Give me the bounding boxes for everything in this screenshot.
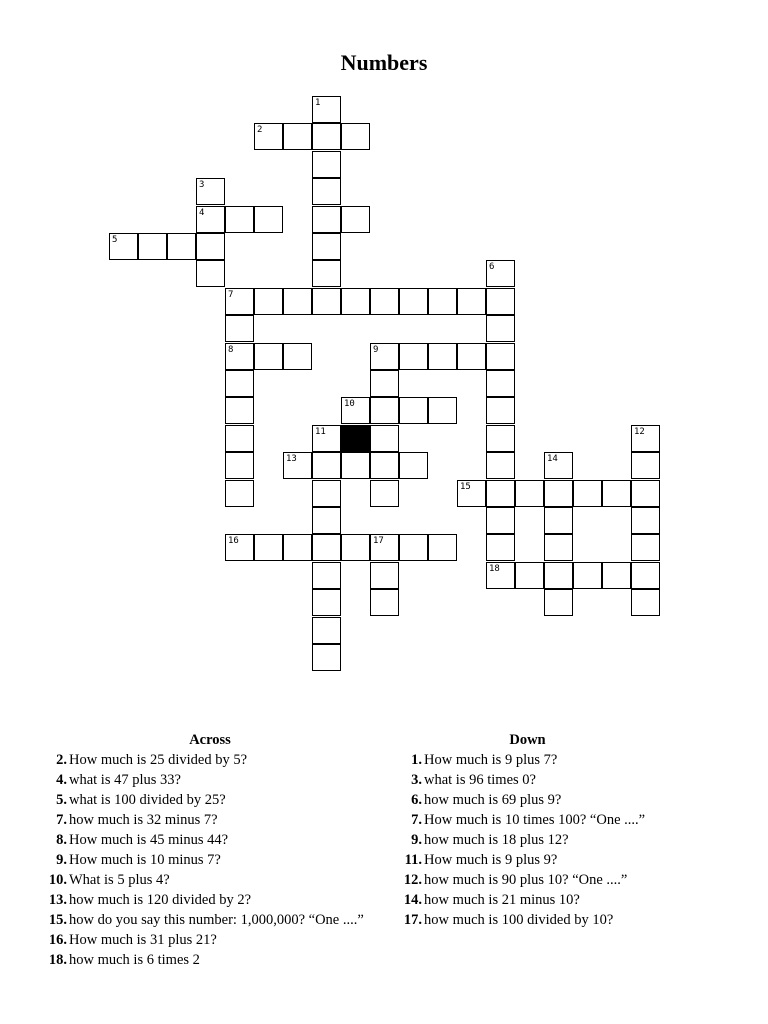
clue-number-label: 6.	[411, 792, 422, 808]
grid-cell[interactable]	[370, 480, 399, 507]
clue-number-label: 12.	[403, 872, 422, 888]
grid-cell[interactable]	[283, 452, 312, 479]
clue-number: 2	[257, 125, 263, 136]
grid-cell[interactable]	[254, 206, 283, 233]
grid-cell[interactable]	[196, 260, 225, 287]
grid-cell[interactable]	[138, 233, 167, 260]
down-clue	[395, 810, 735, 830]
clue-number-label: 2.	[56, 752, 67, 768]
grid-cell[interactable]	[196, 178, 225, 205]
clue-number: 14	[547, 454, 558, 465]
clue-number-label: 14.	[403, 892, 422, 908]
grid-cell[interactable]	[225, 480, 254, 507]
down-clue	[395, 870, 735, 890]
grid-cell[interactable]	[341, 534, 370, 561]
grid-cell[interactable]	[457, 480, 486, 507]
grid-cell[interactable]	[399, 288, 428, 315]
clue-text: How much is 31 plus 21?	[69, 932, 217, 948]
grid-cell[interactable]	[370, 343, 399, 370]
clue-number: 4	[199, 207, 205, 218]
down-clue	[395, 850, 735, 870]
down-clue-list	[395, 750, 735, 930]
grid-cell[interactable]	[283, 288, 312, 315]
across-clue	[40, 930, 370, 950]
grid-cell[interactable]	[573, 562, 602, 589]
grid-cell[interactable]	[486, 315, 515, 342]
clue-text: how much is 21 minus 10?	[424, 892, 580, 908]
down-clue	[395, 910, 735, 930]
grid-cell[interactable]	[225, 397, 254, 424]
grid-cell[interactable]	[370, 370, 399, 397]
clue-number-label: 10.	[48, 872, 67, 888]
grid-cell[interactable]	[544, 562, 573, 589]
grid-cell[interactable]	[486, 507, 515, 534]
grid-cell[interactable]	[312, 617, 341, 644]
clue-text: how much is 100 divided by 10?	[424, 912, 614, 928]
grid-cell[interactable]	[312, 206, 341, 233]
grid-cell[interactable]	[631, 562, 660, 589]
grid-cell[interactable]	[631, 589, 660, 616]
clue-number-label: 9.	[411, 832, 422, 848]
grid-cell[interactable]	[254, 343, 283, 370]
grid-cell[interactable]	[341, 397, 370, 424]
clue-text: how do you say this number: 1,000,000? “One ....”	[69, 912, 364, 928]
grid-cell[interactable]	[428, 534, 457, 561]
grid-cell[interactable]	[631, 534, 660, 561]
grid-cell[interactable]	[544, 452, 573, 479]
grid-cell[interactable]	[370, 425, 399, 452]
clue-number: 11	[315, 426, 326, 437]
grid-cell[interactable]	[109, 233, 138, 260]
grid-cell[interactable]	[544, 534, 573, 561]
grid-cell[interactable]	[428, 397, 457, 424]
clue-text: what is 100 divided by 25?	[69, 792, 226, 808]
grid-cell[interactable]	[457, 343, 486, 370]
clue-text: what is 96 times 0?	[424, 772, 536, 788]
grid-cell[interactable]	[312, 260, 341, 287]
grid-cell[interactable]	[631, 507, 660, 534]
grid-cell[interactable]	[399, 534, 428, 561]
clue-number: 15	[460, 481, 471, 492]
clue-text: how much is 6 times 2	[69, 952, 200, 968]
clue-number: 8	[228, 344, 234, 355]
grid-cell[interactable]	[631, 452, 660, 479]
grid-cell[interactable]	[283, 534, 312, 561]
clue-number-label: 4.	[56, 772, 67, 788]
across-clue	[40, 810, 370, 830]
grid-cell[interactable]	[573, 480, 602, 507]
clue-number-label: 7.	[411, 812, 422, 828]
clue-number-label: 18.	[48, 952, 67, 968]
across-clue	[40, 890, 370, 910]
grid-cell[interactable]	[486, 370, 515, 397]
down-clue	[395, 770, 735, 790]
grid-cell[interactable]	[486, 452, 515, 479]
clue-text: how much is 69 plus 9?	[424, 792, 562, 808]
across-clue	[40, 910, 370, 930]
grid-cell[interactable]	[515, 480, 544, 507]
grid-cell[interactable]	[225, 288, 254, 315]
grid-cell[interactable]	[225, 206, 254, 233]
grid-cell[interactable]	[370, 534, 399, 561]
grid-cell[interactable]	[167, 233, 196, 260]
puzzle-title: Numbers	[340, 50, 428, 75]
clue-number: 18	[489, 563, 500, 574]
grid-cell[interactable]	[225, 315, 254, 342]
grid-cell[interactable]	[254, 123, 283, 150]
clue-text: how much is 32 minus 7?	[69, 812, 218, 828]
grid-cell[interactable]	[370, 452, 399, 479]
clue-number: 17	[373, 536, 384, 547]
grid-cell[interactable]	[283, 343, 312, 370]
grid-cell[interactable]	[486, 480, 515, 507]
clue-number-label: 9.	[56, 852, 67, 868]
clue-text: How much is 10 times 100? “One ....”	[424, 812, 646, 828]
clue-text: how much is 18 plus 12?	[424, 832, 569, 848]
grid-cell[interactable]	[312, 507, 341, 534]
grid-cell[interactable]	[544, 589, 573, 616]
grid-cell[interactable]	[312, 589, 341, 616]
clue-number-label: 13.	[48, 892, 67, 908]
across-clue	[40, 750, 370, 770]
clue-number: 7	[228, 289, 234, 300]
grid-cell[interactable]	[486, 534, 515, 561]
across-clue	[40, 870, 370, 890]
grid-cell[interactable]	[428, 343, 457, 370]
clue-text: How much is 25 divided by 5?	[69, 752, 248, 768]
clue-number-label: 5.	[56, 792, 67, 808]
across-clue	[40, 830, 370, 850]
grid-cell[interactable]	[312, 96, 341, 123]
clue-number: 16	[228, 536, 239, 547]
grid-cell[interactable]	[370, 397, 399, 424]
grid-cell[interactable]	[428, 288, 457, 315]
grid-cell[interactable]	[399, 397, 428, 424]
grid-cell[interactable]	[486, 260, 515, 287]
grid-cell[interactable]	[486, 288, 515, 315]
grid-cell[interactable]	[283, 123, 312, 150]
clue-number: 10	[344, 399, 355, 410]
grid-cell[interactable]	[602, 562, 631, 589]
grid-cell[interactable]	[312, 233, 341, 260]
clue-text: What is 5 plus 4?	[69, 872, 170, 888]
grid-cell[interactable]	[486, 343, 515, 370]
grid-cell[interactable]	[341, 452, 370, 479]
grid-cell[interactable]	[486, 397, 515, 424]
grid-cell[interactable]	[631, 425, 660, 452]
across-clue	[40, 850, 370, 870]
clue-text: How much is 9 plus 9?	[424, 852, 558, 868]
clue-text: how much is 120 divided by 2?	[69, 892, 252, 908]
grid-cell[interactable]	[254, 288, 283, 315]
grid-cell[interactable]	[341, 206, 370, 233]
grid-cell[interactable]	[457, 288, 486, 315]
black-square	[341, 425, 370, 452]
grid-cell[interactable]	[341, 288, 370, 315]
down-clue	[395, 830, 735, 850]
down-clues	[395, 730, 735, 930]
down-clue	[395, 890, 735, 910]
grid-cell[interactable]	[312, 534, 341, 561]
clue-text: How much is 9 plus 7?	[424, 752, 558, 768]
grid-cell[interactable]	[254, 534, 283, 561]
grid-cell[interactable]	[225, 425, 254, 452]
grid-cell[interactable]	[544, 507, 573, 534]
grid-cell[interactable]	[486, 425, 515, 452]
clue-number-label: 7.	[56, 812, 67, 828]
grid-cell[interactable]	[312, 452, 341, 479]
clue-number-label: 15.	[48, 912, 67, 928]
clue-text: what is 47 plus 33?	[69, 772, 181, 788]
down-heading: Down	[509, 732, 546, 748]
grid-cell[interactable]	[312, 562, 341, 589]
clue-number: 9	[373, 344, 379, 355]
grid-cell[interactable]	[312, 480, 341, 507]
grid-cell[interactable]	[631, 480, 660, 507]
grid-cell[interactable]	[602, 480, 631, 507]
grid-cell[interactable]	[341, 123, 370, 150]
grid-cell[interactable]	[225, 452, 254, 479]
grid-cell[interactable]	[196, 233, 225, 260]
grid-cell[interactable]	[370, 589, 399, 616]
grid-cell[interactable]	[399, 343, 428, 370]
clue-number-label: 3.	[411, 772, 422, 788]
clue-text: how much is 90 plus 10? “One ....”	[424, 872, 628, 888]
across-clues	[40, 730, 370, 970]
grid-cell[interactable]	[312, 178, 341, 205]
clue-text: How much is 10 minus 7?	[69, 852, 221, 868]
clue-number-label: 8.	[56, 832, 67, 848]
across-clue-list	[40, 750, 370, 970]
down-clue	[395, 790, 735, 810]
down-clue	[395, 750, 735, 770]
clue-number-label: 17.	[403, 912, 422, 928]
grid-cell[interactable]	[225, 534, 254, 561]
grid-cell[interactable]	[312, 151, 341, 178]
grid-cell[interactable]	[312, 288, 341, 315]
across-clue	[40, 790, 370, 810]
grid-cell[interactable]	[370, 288, 399, 315]
across-clue	[40, 950, 370, 970]
clue-number: 12	[634, 426, 645, 437]
across-clue	[40, 770, 370, 790]
clue-number: 6	[489, 262, 495, 273]
clue-number-label: 16.	[48, 932, 67, 948]
clue-number-label: 1.	[411, 752, 422, 768]
clue-number-label: 11.	[404, 852, 422, 868]
grid-cell[interactable]	[225, 343, 254, 370]
grid-cell[interactable]	[515, 562, 544, 589]
grid-cell[interactable]	[312, 425, 341, 452]
grid-cell[interactable]	[544, 480, 573, 507]
grid-cell[interactable]	[399, 452, 428, 479]
clue-number: 1	[315, 98, 321, 108]
grid-cell[interactable]	[370, 562, 399, 589]
grid-cell[interactable]	[486, 562, 515, 589]
grid-cell[interactable]	[196, 206, 225, 233]
clue-text: How much is 45 minus 44?	[69, 832, 229, 848]
clue-number: 13	[286, 454, 297, 465]
across-heading: Across	[189, 732, 231, 748]
clue-number: 3	[199, 180, 205, 191]
clue-number: 5	[112, 235, 118, 245]
grid-cell[interactable]	[312, 123, 341, 150]
grid-cell[interactable]	[225, 370, 254, 397]
grid-cell[interactable]	[312, 644, 341, 671]
